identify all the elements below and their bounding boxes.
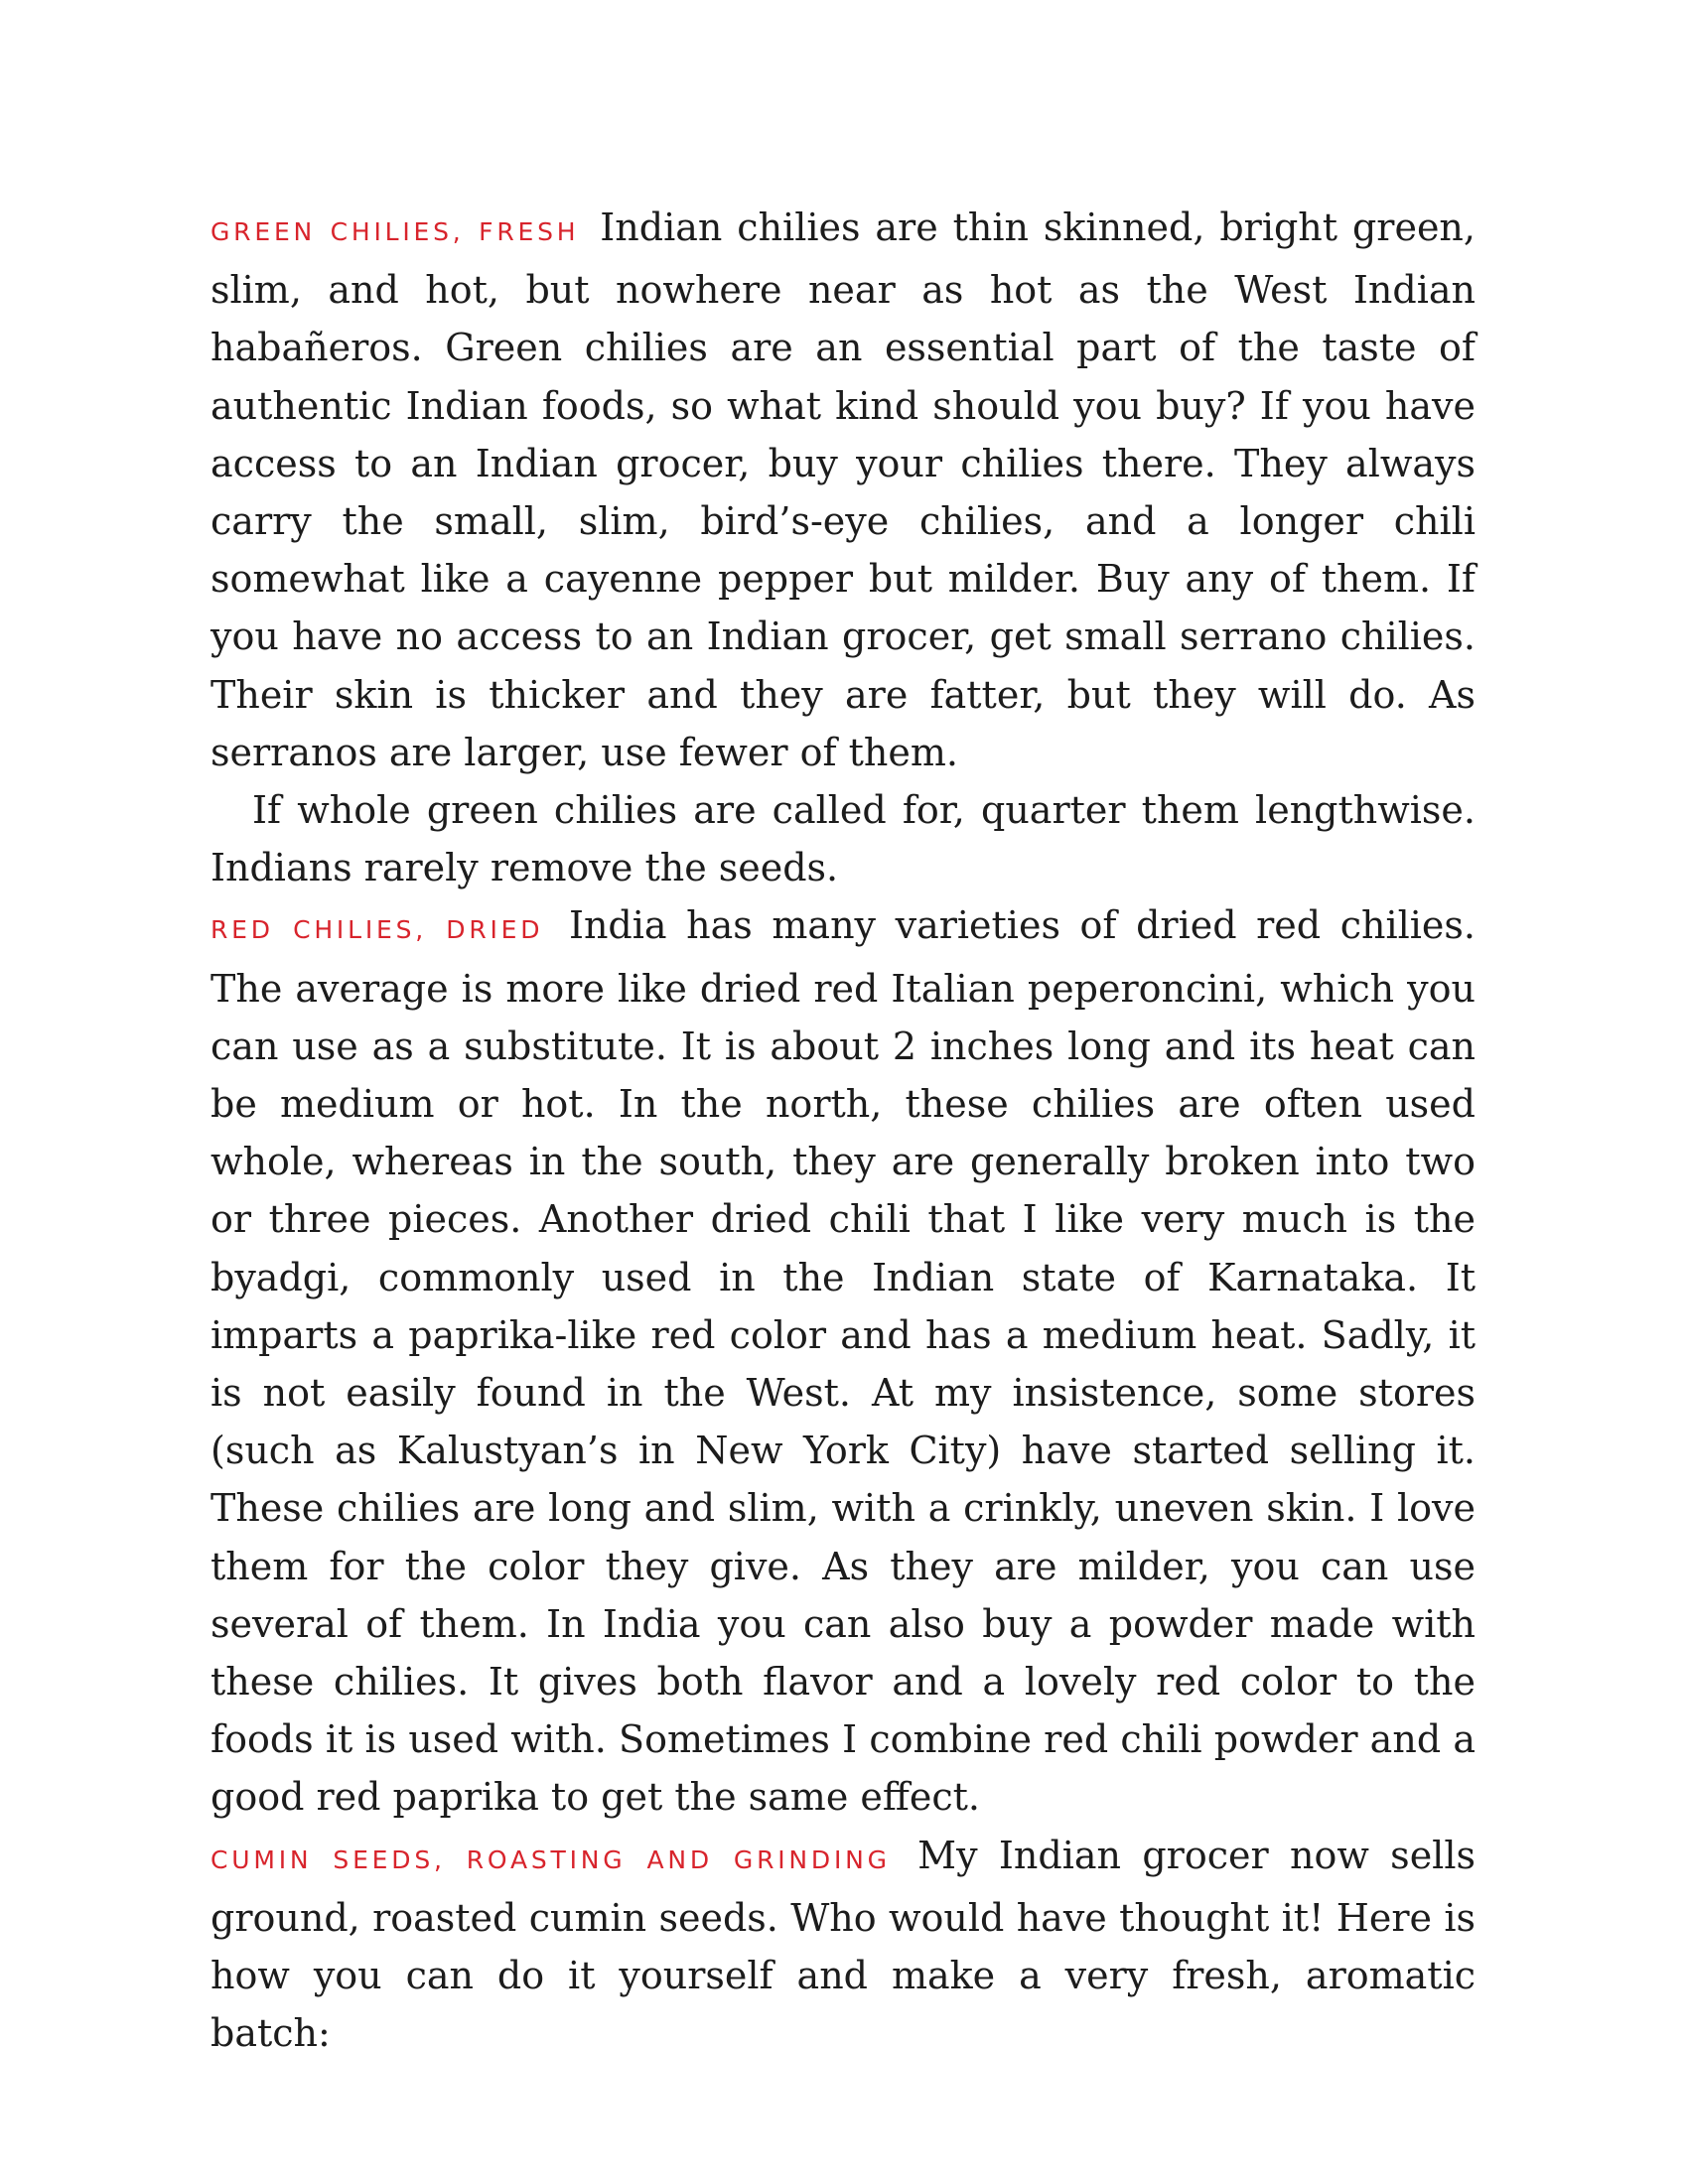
entry-cumin-seeds — [211, 1827, 1476, 2063]
entry-term-cumin-seeds: CUMIN SEEDS, ROASTING AND GRINDING — [211, 1844, 891, 1874]
entry-green-chilies — [211, 199, 1476, 781]
page-body — [211, 199, 1476, 2063]
entry-paragraph-green-chilies-2: If whole green chilies are called for, quarter them lengthwise. Indians rarely remove the seeds. — [211, 788, 1476, 890]
entry-text-cumin-seeds: My Indian grocer now sells ground, roasted cumin seeds. Who would have thought it! Here is how you can do it yourself and make a very fresh, aromatic batch: — [211, 1833, 1476, 2056]
entry-red-chilies — [211, 896, 1476, 1826]
entry-text-red-chilies: India has many varieties of dried red chilies. The average is more like dried red Italian peperoncini, which you can use as a substitute. It is about 2 inches long and its heat can be medium or hot. In the north, these chilies are often used whole, whereas in the south, they are generally broken into two or three pieces. Another dried chili that I like very much is the byadgi, commonly used in the Indian state of Karnataka. It imparts a paprika-like red color and has a medium heat. Sadly, it is not easily found in the West. At my insistence, some stores (such as Kalustyan’s in New York City) have started selling it. These chilies are long and slim, with a crinkly, uneven skin. I love them for the color they give. As they are milder, you can use several of them. In India you can also buy a powder made with these chilies. It gives both flavor and a lovely red color to the foods it is used with. Sometimes I combine red chili powder and a good red paprika to get the same effect. — [211, 903, 1476, 1820]
entry-term-red-chilies: RED CHILIES, DRIED — [211, 915, 544, 945]
entry-text-green-chilies: Indian chilies are thin skinned, bright green, slim, and hot, but nowhere near as hot as the West Indian habañeros. Green chilies are an essential part of the taste of authentic Indian foods, so what kind should you buy? If you have access to an Indian grocer, buy your chilies there. They always carry the small, slim, bird’s-eye chilies, and a longer chili somewhat like a cayenne pepper but milder. Buy any of them. If you have no access to an Indian grocer, get small serrano chilies. Their skin is thicker and they are fatter, but they will do. As serranos are larger, use fewer of them. — [211, 205, 1476, 774]
entry-term-green-chilies: GREEN CHILIES, FRESH — [211, 217, 580, 246]
